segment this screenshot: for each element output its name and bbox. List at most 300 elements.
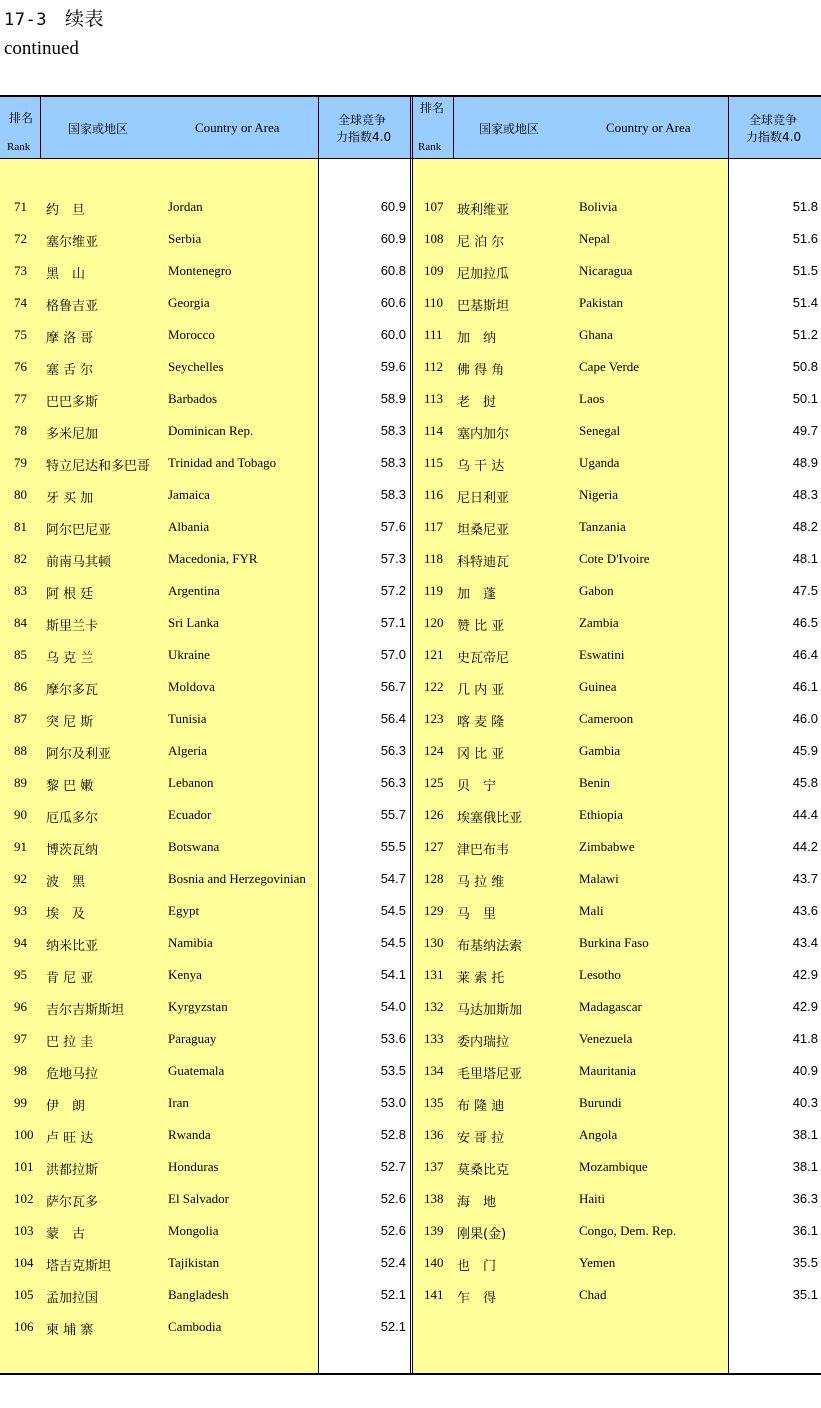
rank-cell: 117 <box>424 519 444 534</box>
country-en-cell: Benin <box>579 775 611 790</box>
index-value-cell: 58.3 <box>380 455 406 470</box>
country-en-cell: Tajikistan <box>168 1255 220 1270</box>
rank-cell: 113 <box>424 391 444 406</box>
country-cn-cell: 塞内加尔 <box>457 427 510 442</box>
header-country-en: Country or Area <box>606 120 691 135</box>
table-row <box>0 807 821 839</box>
table-row <box>0 1031 821 1063</box>
rank-cell: 95 <box>14 967 27 982</box>
rank-cell: 110 <box>424 295 444 310</box>
country-cn-cell: 佛 得 角 <box>457 363 505 378</box>
header-country-cn: 国家或地区 <box>68 122 129 136</box>
rank-cell: 97 <box>14 1031 27 1046</box>
index-value-cell: 52.4 <box>380 1255 406 1270</box>
country-cn-cell: 危地马拉 <box>46 1067 99 1082</box>
country-en-cell: Albania <box>168 519 210 534</box>
index-value-cell: 55.7 <box>380 807 406 822</box>
index-value-cell: 53.0 <box>380 1095 406 1110</box>
country-cn-cell: 阿 根 廷 <box>46 587 94 602</box>
country-en-cell: Bolivia <box>579 199 618 214</box>
index-value-cell: 56.7 <box>380 679 406 694</box>
index-value-cell: 52.7 <box>380 1159 406 1174</box>
table-row <box>0 327 821 359</box>
country-cn-cell: 吉尔吉斯斯坦 <box>46 1003 125 1018</box>
rank-cell: 135 <box>424 1095 444 1110</box>
country-cn-cell: 纳米比亚 <box>46 939 99 954</box>
country-en-cell: Cape Verde <box>579 359 640 374</box>
country-en-cell: Yemen <box>579 1255 616 1270</box>
rank-cell: 131 <box>424 967 444 982</box>
rank-cell: 89 <box>14 775 27 790</box>
index-value-cell: 53.6 <box>380 1031 406 1046</box>
rank-cell: 134 <box>424 1063 444 1078</box>
country-cn-cell: 刚果(金) <box>457 1227 507 1242</box>
index-value-cell: 48.1 <box>792 551 818 566</box>
country-cn-cell: 冈 比 亚 <box>457 747 505 762</box>
country-en-cell: Paraguay <box>168 1031 217 1046</box>
rank-cell: 87 <box>14 711 27 726</box>
rank-cell: 96 <box>14 999 27 1014</box>
rank-cell: 107 <box>424 199 444 214</box>
rank-cell: 100 <box>14 1127 34 1142</box>
table-row <box>0 999 821 1031</box>
index-value-cell: 40.3 <box>792 1095 818 1110</box>
country-cn-cell: 尼日利亚 <box>457 491 510 506</box>
country-cn-cell: 塔吉克斯坦 <box>46 1259 112 1274</box>
index-value-cell: 60.0 <box>380 327 406 342</box>
rank-cell: 128 <box>424 871 444 886</box>
country-en-cell: Mozambique <box>579 1159 648 1174</box>
rank-cell: 72 <box>14 231 27 246</box>
country-cn-cell: 老 挝 <box>457 395 497 410</box>
index-value-cell: 46.1 <box>792 679 818 694</box>
index-value-cell: 52.6 <box>380 1191 406 1206</box>
index-value-cell: 54.0 <box>380 999 406 1014</box>
country-en-cell: Guatemala <box>168 1063 225 1078</box>
country-en-cell: Lebanon <box>168 775 214 790</box>
rank-cell: 141 <box>424 1287 444 1302</box>
country-en-cell: Honduras <box>168 1159 219 1174</box>
header-divider <box>40 95 41 159</box>
index-value-cell: 51.8 <box>792 199 818 214</box>
country-en-cell: Jordan <box>168 199 203 214</box>
country-en-cell: Angola <box>579 1127 618 1142</box>
country-cn-cell: 黑 山 <box>46 267 86 282</box>
rank-cell: 132 <box>424 999 444 1014</box>
rank-cell: 71 <box>14 199 27 214</box>
country-cn-cell: 巴巴多斯 <box>46 395 99 410</box>
country-en-cell: Eswatini <box>579 647 625 662</box>
rank-cell: 90 <box>14 807 27 822</box>
header-rank-cn: 排名 <box>9 111 34 125</box>
rank-cell: 88 <box>14 743 27 758</box>
rank-cell: 106 <box>14 1319 34 1334</box>
index-value-cell: 42.9 <box>792 999 818 1014</box>
header-rank-cn: 排名 <box>420 101 445 115</box>
country-en-cell: Malawi <box>579 871 619 886</box>
country-en-cell: Mongolia <box>168 1223 219 1238</box>
country-en-cell: Tunisia <box>168 711 207 726</box>
index-value-cell: 43.6 <box>792 903 818 918</box>
country-cn-cell: 多米尼加 <box>46 427 99 442</box>
index-value-cell: 46.4 <box>792 647 818 662</box>
index-value-cell: 48.9 <box>792 455 818 470</box>
country-cn-cell: 突 尼 斯 <box>46 715 94 730</box>
country-en-cell: Venezuela <box>579 1031 633 1046</box>
table-row <box>0 1159 821 1191</box>
index-value-cell: 58.3 <box>380 487 406 502</box>
country-cn-cell: 黎 巴 嫩 <box>46 779 94 794</box>
index-value-cell: 54.1 <box>380 967 406 982</box>
country-en-cell: Egypt <box>168 903 200 918</box>
table-row <box>0 263 821 295</box>
table-row <box>0 231 821 263</box>
country-cn-cell: 巴 拉 圭 <box>46 1035 94 1050</box>
country-cn-cell: 委内瑞拉 <box>457 1035 510 1050</box>
rank-cell: 99 <box>14 1095 27 1110</box>
rank-cell: 123 <box>424 711 444 726</box>
index-value-cell: 36.3 <box>792 1191 818 1206</box>
country-cn-cell: 约 旦 <box>46 203 86 218</box>
rank-cell: 138 <box>424 1191 444 1206</box>
header-index-line2: 力指数4.0 <box>336 130 392 144</box>
country-cn-cell: 伊 朗 <box>46 1099 86 1114</box>
country-en-cell: Mauritania <box>579 1063 637 1078</box>
index-value-cell: 60.9 <box>380 231 406 246</box>
rank-cell: 82 <box>14 551 27 566</box>
index-value-cell: 38.1 <box>792 1159 818 1174</box>
rank-cell: 108 <box>424 231 444 246</box>
index-value-cell: 54.7 <box>380 871 406 886</box>
country-cn-cell: 莱 索 托 <box>457 971 505 986</box>
rank-cell: 73 <box>14 263 27 278</box>
country-cn-cell: 喀 麦 隆 <box>457 715 505 730</box>
table-row <box>0 871 821 903</box>
table-row <box>0 1127 821 1159</box>
country-en-cell: Tanzania <box>579 519 626 534</box>
rank-cell: 105 <box>14 1287 34 1302</box>
index-value-cell: 42.9 <box>792 967 818 982</box>
table-row <box>0 615 821 647</box>
header-index-line2: 力指数4.0 <box>746 130 802 144</box>
rank-cell: 103 <box>14 1223 34 1238</box>
index-value-cell: 52.1 <box>380 1319 406 1334</box>
country-en-cell: Jamaica <box>168 487 210 502</box>
country-en-cell: Congo, Dem. Rep. <box>579 1223 677 1238</box>
rank-cell: 122 <box>424 679 444 694</box>
country-en-cell: Trinidad and Tobago <box>168 455 277 470</box>
rank-cell: 130 <box>424 935 444 950</box>
rank-cell: 109 <box>424 263 444 278</box>
index-value-cell: 57.0 <box>380 647 406 662</box>
country-cn-cell: 波 黑 <box>46 875 86 890</box>
country-cn-cell: 蒙 古 <box>46 1227 86 1242</box>
table-row <box>0 1319 821 1351</box>
country-cn-cell: 阿尔及利亚 <box>46 747 112 762</box>
index-value-cell: 57.2 <box>380 583 406 598</box>
country-cn-cell: 塞 舌 尔 <box>46 363 94 378</box>
country-cn-cell: 海 地 <box>457 1195 497 1210</box>
rank-cell: 126 <box>424 807 444 822</box>
header-rank-en: Rank <box>7 141 31 153</box>
country-cn-cell: 萨尔瓦多 <box>46 1195 99 1210</box>
country-en-cell: Bangladesh <box>168 1287 229 1302</box>
header-index-line1: 全球竞争 <box>338 113 387 127</box>
country-cn-cell: 安 哥 拉 <box>457 1131 505 1146</box>
country-cn-cell: 埃塞俄比亚 <box>457 811 523 826</box>
country-cn-cell: 博茨瓦纳 <box>46 843 99 858</box>
country-en-cell: Pakistan <box>579 295 624 310</box>
table-row <box>0 1255 821 1287</box>
table-row <box>0 423 821 455</box>
country-en-cell: Dominican Rep. <box>168 423 254 438</box>
country-cn-cell: 乌 干 达 <box>457 459 505 474</box>
table-row <box>0 743 821 775</box>
index-value-cell: 57.6 <box>380 519 406 534</box>
country-cn-cell: 加 纳 <box>457 331 497 346</box>
country-en-cell: Nigeria <box>579 487 618 502</box>
index-value-cell: 48.2 <box>792 519 818 534</box>
table-row <box>0 1287 821 1319</box>
index-value-cell: 40.9 <box>792 1063 818 1078</box>
country-cn-cell: 摩尔多瓦 <box>46 683 99 698</box>
index-value-cell: 54.5 <box>380 903 406 918</box>
table-row <box>0 1223 821 1255</box>
country-en-cell: Barbados <box>168 391 218 406</box>
index-value-cell: 36.1 <box>792 1223 818 1238</box>
rank-cell: 104 <box>14 1255 34 1270</box>
country-en-cell: Burkina Faso <box>579 935 649 950</box>
country-cn-cell: 马 里 <box>457 907 497 922</box>
country-en-cell: Botswana <box>168 839 220 854</box>
rank-cell: 124 <box>424 743 444 758</box>
rank-cell: 91 <box>14 839 27 854</box>
country-en-cell: Iran <box>168 1095 189 1110</box>
country-en-cell: Rwanda <box>168 1127 211 1142</box>
rank-cell: 76 <box>14 359 27 374</box>
table-row <box>0 487 821 519</box>
country-en-cell: Mali <box>579 903 604 918</box>
country-cn-cell: 毛里塔尼亚 <box>457 1067 523 1082</box>
index-value-cell: 47.5 <box>792 583 818 598</box>
index-value-cell: 52.1 <box>380 1287 406 1302</box>
index-value-cell: 41.8 <box>792 1031 818 1046</box>
table-row <box>0 455 821 487</box>
rank-cell: 116 <box>424 487 444 502</box>
index-value-cell: 50.1 <box>792 391 818 406</box>
index-value-cell: 45.8 <box>792 775 818 790</box>
country-cn-cell: 塞尔维亚 <box>46 235 99 250</box>
country-cn-cell: 加 蓬 <box>457 587 497 602</box>
country-cn-cell: 孟加拉国 <box>46 1291 99 1306</box>
index-value-cell: 46.5 <box>792 615 818 630</box>
index-value-cell: 49.7 <box>792 423 818 438</box>
country-cn-cell: 洪都拉斯 <box>46 1163 99 1178</box>
table-row <box>0 1191 821 1223</box>
header-rank-en: Rank <box>418 141 442 153</box>
index-value-cell: 35.5 <box>792 1255 818 1270</box>
country-en-cell: Macedonia, FYR <box>168 551 258 566</box>
rank-cell: 121 <box>424 647 444 662</box>
country-cn-cell: 几 内 亚 <box>457 683 505 698</box>
index-value-cell: 50.8 <box>792 359 818 374</box>
country-cn-cell: 布 隆 迪 <box>457 1099 505 1114</box>
rank-cell: 137 <box>424 1159 444 1174</box>
rank-cell: 127 <box>424 839 444 854</box>
country-en-cell: Kenya <box>168 967 202 982</box>
index-value-cell: 55.5 <box>380 839 406 854</box>
country-en-cell: Zambia <box>579 615 619 630</box>
index-value-cell: 35.1 <box>792 1287 818 1302</box>
rank-cell: 114 <box>424 423 444 438</box>
index-value-cell: 46.0 <box>792 711 818 726</box>
table-row <box>0 199 821 231</box>
index-value-cell: 43.7 <box>792 871 818 886</box>
table-row <box>0 359 821 391</box>
country-en-cell: Cameroon <box>579 711 634 726</box>
index-value-cell: 60.6 <box>380 295 406 310</box>
table-row <box>0 839 821 871</box>
index-value-cell: 60.8 <box>380 263 406 278</box>
country-en-cell: Montenegro <box>168 263 232 278</box>
table-row <box>0 295 821 327</box>
index-value-cell: 52.6 <box>380 1223 406 1238</box>
index-value-cell: 51.4 <box>792 295 818 310</box>
country-en-cell: Bosnia and Herzegovinian <box>168 871 306 886</box>
country-en-cell: Argentina <box>168 583 220 598</box>
header-divider <box>453 95 454 159</box>
country-cn-cell: 莫桑比克 <box>457 1163 510 1178</box>
table-row <box>0 775 821 807</box>
index-value-cell: 44.4 <box>792 807 818 822</box>
country-cn-cell: 前南马其顿 <box>46 555 112 570</box>
index-value-cell: 51.2 <box>792 327 818 342</box>
country-cn-cell: 津巴布韦 <box>457 843 510 858</box>
country-en-cell: Namibia <box>168 935 213 950</box>
rank-cell: 125 <box>424 775 444 790</box>
country-en-cell: Moldova <box>168 679 215 694</box>
table-row <box>0 1095 821 1127</box>
country-cn-cell: 牙 买 加 <box>46 491 94 506</box>
country-en-cell: Morocco <box>168 327 215 342</box>
header-index-line1: 全球竞争 <box>749 113 798 127</box>
country-cn-cell: 摩 洛 哥 <box>46 331 94 346</box>
rank-cell: 94 <box>14 935 27 950</box>
index-value-cell: 52.8 <box>380 1127 406 1142</box>
country-en-cell: Ecuador <box>168 807 212 822</box>
country-en-cell: Zimbabwe <box>579 839 635 854</box>
header-country-cn: 国家或地区 <box>479 122 540 136</box>
country-en-cell: Madagascar <box>579 999 642 1014</box>
country-en-cell: Georgia <box>168 295 210 310</box>
rank-cell: 79 <box>14 455 27 470</box>
country-en-cell: Ghana <box>579 327 613 342</box>
country-cn-cell: 埃 及 <box>46 907 86 922</box>
rank-cell: 77 <box>14 391 27 406</box>
country-cn-cell: 柬 埔 寨 <box>46 1323 94 1338</box>
index-value-cell: 56.3 <box>380 743 406 758</box>
index-value-cell: 45.9 <box>792 743 818 758</box>
rank-cell: 101 <box>14 1159 34 1174</box>
rank-cell: 81 <box>14 519 27 534</box>
country-cn-cell: 贝 宁 <box>457 779 497 794</box>
country-cn-cell: 布基纳法索 <box>457 939 523 954</box>
index-value-cell: 59.6 <box>380 359 406 374</box>
country-cn-cell: 科特迪瓦 <box>457 555 510 570</box>
country-en-cell: Serbia <box>168 231 202 246</box>
country-cn-cell: 卢 旺 达 <box>46 1131 94 1146</box>
index-value-cell: 44.2 <box>792 839 818 854</box>
index-value-cell: 60.9 <box>380 199 406 214</box>
country-en-cell: Ethiopia <box>579 807 624 822</box>
index-value-cell: 57.1 <box>380 615 406 630</box>
rank-cell: 129 <box>424 903 444 918</box>
country-en-cell: Kyrgyzstan <box>168 999 228 1014</box>
header-country-en: Country or Area <box>195 120 280 135</box>
country-cn-cell: 斯里兰卡 <box>46 619 99 634</box>
rank-cell: 78 <box>14 423 27 438</box>
country-en-cell: Laos <box>579 391 605 406</box>
country-en-cell: Nepal <box>579 231 611 246</box>
country-en-cell: Haiti <box>579 1191 605 1206</box>
country-cn-cell: 肯 尼 亚 <box>46 971 94 986</box>
index-value-cell: 43.4 <box>792 935 818 950</box>
country-en-cell: Chad <box>579 1287 607 1302</box>
country-cn-cell: 厄瓜多尔 <box>46 811 99 826</box>
country-cn-cell: 史瓦帝尼 <box>457 651 510 666</box>
rank-cell: 84 <box>14 615 27 630</box>
country-en-cell: Lesotho <box>579 967 621 982</box>
country-cn-cell: 玻利维亚 <box>457 203 510 218</box>
table-title-en: continued <box>4 38 79 59</box>
table-number: 17-3 <box>4 10 47 30</box>
rank-cell: 86 <box>14 679 27 694</box>
table-number-title <box>4 4 104 31</box>
country-cn-cell: 特立尼达和多巴哥 <box>46 459 151 474</box>
index-value-cell: 58.3 <box>380 423 406 438</box>
country-cn-cell: 马 拉 维 <box>457 875 505 890</box>
country-en-cell: Senegal <box>579 423 621 438</box>
rank-cell: 112 <box>424 359 444 374</box>
country-en-cell: Algeria <box>168 743 207 758</box>
country-en-cell: Burundi <box>579 1095 622 1110</box>
rank-cell: 133 <box>424 1031 444 1046</box>
country-cn-cell: 赞 比 亚 <box>457 619 505 634</box>
country-cn-cell: 乌 克 兰 <box>46 651 94 666</box>
rank-cell: 75 <box>14 327 27 342</box>
rank-cell: 102 <box>14 1191 34 1206</box>
table-row <box>0 967 821 999</box>
country-cn-cell: 尼加拉瓜 <box>457 267 510 282</box>
rank-cell: 120 <box>424 615 444 630</box>
rank-cell: 118 <box>424 551 444 566</box>
rank-cell: 140 <box>424 1255 444 1270</box>
table-row <box>0 551 821 583</box>
table-row <box>0 679 821 711</box>
data-table <box>0 95 821 1377</box>
country-en-cell: Cambodia <box>168 1319 222 1334</box>
table-row <box>0 903 821 935</box>
index-value-cell: 51.6 <box>792 231 818 246</box>
index-value-cell: 57.3 <box>380 551 406 566</box>
country-cn-cell: 坦桑尼亚 <box>457 523 510 538</box>
country-en-cell: Uganda <box>579 455 620 470</box>
table-row <box>0 647 821 679</box>
country-cn-cell: 阿尔巴尼亚 <box>46 523 112 538</box>
rank-cell: 136 <box>424 1127 444 1142</box>
rank-cell: 83 <box>14 583 27 598</box>
index-value-cell: 58.9 <box>380 391 406 406</box>
